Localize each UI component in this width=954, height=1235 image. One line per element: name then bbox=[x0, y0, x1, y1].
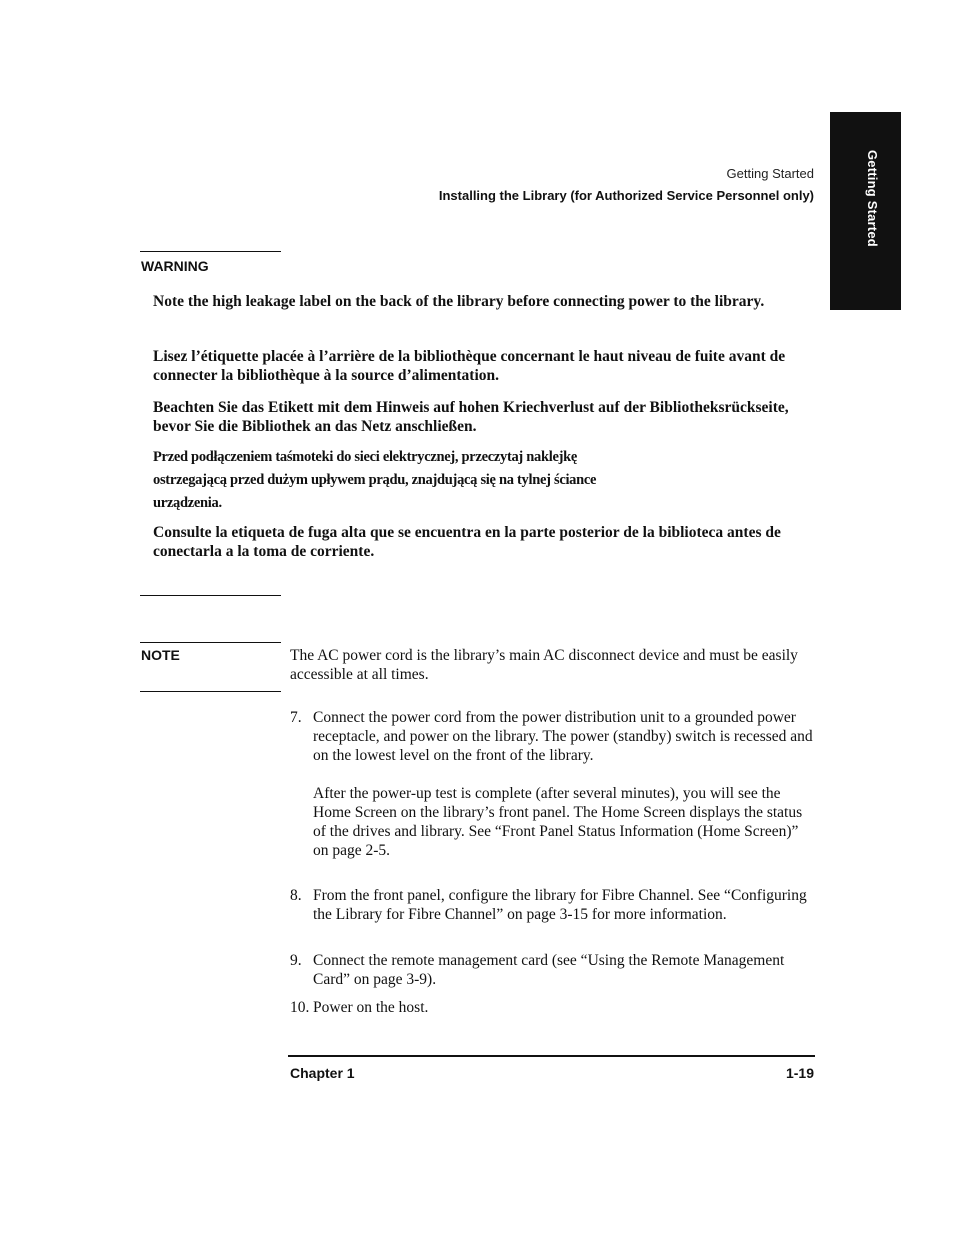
step-number: 8. bbox=[290, 887, 302, 904]
note-text: The AC power cord is the library’s main AC disconnect device and must be easily accessible at all times. bbox=[290, 647, 798, 683]
step-text: From the front panel, configure the library for Fibre Channel. See “Configuring the Library for Fibre Channel” on page 3-15 for more information. bbox=[313, 887, 807, 923]
warning-bottom-rule bbox=[140, 595, 281, 596]
step-text: Power on the host. bbox=[313, 999, 429, 1016]
note-top-rule bbox=[140, 642, 281, 643]
step-continuation: After the power-up test is complete (after several minutes), you will see the Home Screen on the library’s front panel. The Home Screen displays the status of the drives and library. See “Front Panel Status Information (Home Screen)” on page 2-5. bbox=[313, 785, 803, 859]
note-bottom-rule bbox=[140, 691, 281, 692]
warning-paragraph-pl: Przed podłączeniem taśmoteki do sieci elektrycznej, przeczytaj naklejkę ostrzegającą przed dużym upływem prądu, znajdującą się na tylnej ściance urządzenia. bbox=[153, 449, 597, 511]
footer-rule bbox=[288, 1055, 815, 1057]
step-text: Connect the power cord from the power distribution unit to a grounded power receptacle, and power on the library. The power (standby) switch is recessed and on the lowest level on the front of the library. bbox=[313, 709, 813, 764]
step-text: Connect the remote management card (see “Using the Remote Management Card” on page 3-9). bbox=[313, 952, 785, 988]
header-section: Getting Started bbox=[726, 166, 814, 181]
footer-chapter: Chapter 1 bbox=[290, 1065, 355, 1081]
step-number: 9. bbox=[290, 952, 302, 969]
step-number: 7. bbox=[290, 709, 302, 726]
step-number: 10. bbox=[290, 999, 310, 1016]
warning-label: WARNING bbox=[141, 258, 209, 274]
warning-paragraph-de: Beachten Sie das Etikett mit dem Hinweis auf hohen Kriechverlust auf der Bibliotheksrückseite, bevor Sie die Bibliothek an das Netz anschließen. bbox=[153, 399, 789, 435]
warning-paragraph-fr: Lisez l’étiquette placée à l’arrière de la bibliothèque concernant le haut niveau de fuite avant de connecter la bibliothèque à la source d’alimentation. bbox=[153, 348, 786, 384]
warning-paragraph-en: Note the high leakage label on the back of the library before connecting power to the library. bbox=[153, 293, 765, 310]
warning-top-rule bbox=[140, 251, 281, 252]
warning-paragraph-es: Consulte la etiqueta de fuga alta que se encuentra en la parte posterior de la biblioteca antes de conectarla a la toma de corriente. bbox=[153, 524, 781, 560]
header-subsection: Installing the Library (for Authorized Service Personnel only) bbox=[438, 188, 814, 203]
note-label: NOTE bbox=[141, 647, 180, 663]
side-tab-label: Getting Started bbox=[865, 150, 880, 247]
footer-page-number: 1-19 bbox=[785, 1065, 814, 1081]
